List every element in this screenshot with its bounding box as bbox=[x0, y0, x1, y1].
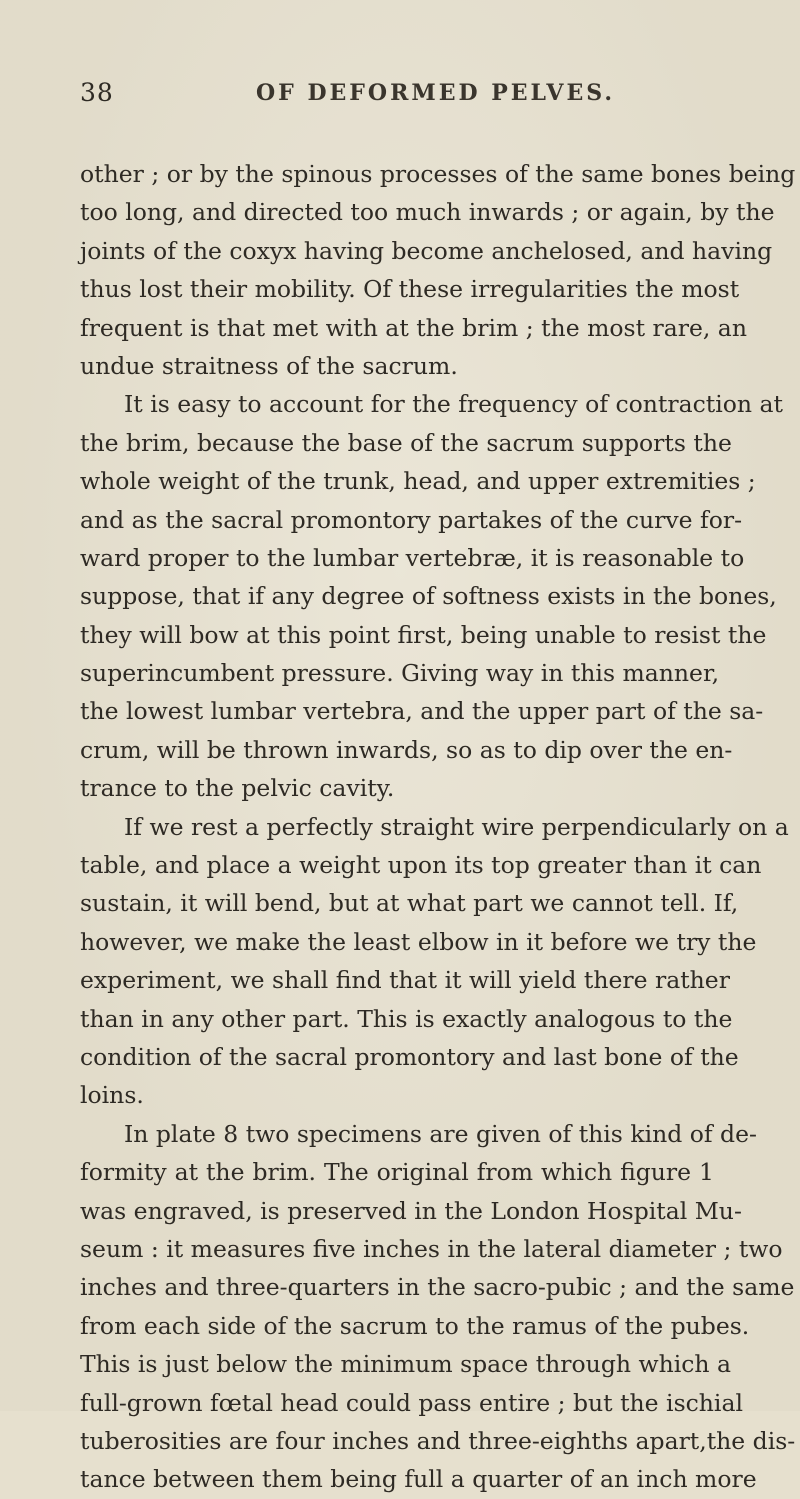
running-title: OF DEFORMED PELVES. bbox=[256, 80, 615, 106]
text-line: tance between them being full a quarter of an inch more bbox=[80, 1465, 757, 1494]
text-line: In plate 8 two specimens are given of this kind of de- bbox=[124, 1119, 757, 1148]
page-header bbox=[0, 78, 800, 118]
text-line: than in any other part. This is exactly analogous to the bbox=[80, 1004, 733, 1033]
text-line: whole weight of the trunk, head, and upper extremities ; bbox=[80, 467, 756, 496]
text-line: sustain, it will bend, but at what part we cannot tell. If, bbox=[80, 889, 739, 918]
text-line: tuberosities are four inches and three-eighths apart,the dis- bbox=[80, 1426, 796, 1455]
text-line: table, and place a weight upon its top greater than it can bbox=[80, 851, 762, 880]
text-line: experiment, we shall find that it will yield there rather bbox=[80, 966, 730, 995]
text-line: too long, and directed too much inwards ; or again, by the bbox=[80, 198, 775, 227]
text-line: full-grown fœtal head could pass entire ; but the ischial bbox=[80, 1388, 743, 1417]
text-line: however, we make the least elbow in it before we try the bbox=[80, 927, 757, 956]
text-line: seum : it measures five inches in the lateral diameter ; two bbox=[80, 1234, 783, 1263]
text-line: suppose, that if any degree of softness exists in the bones, bbox=[80, 582, 777, 611]
text-line: superincumbent pressure. Giving way in this manner, bbox=[80, 659, 720, 688]
text-line: condition of the sacral promontory and last bone of the bbox=[80, 1042, 739, 1071]
text-line: they will bow at this point first, being unable to resist the bbox=[80, 620, 767, 649]
text-line: undue straitness of the sacrum. bbox=[80, 351, 458, 380]
text-line: from each side of the sacrum to the ramus of the pubes. bbox=[80, 1311, 750, 1340]
text-line: If we rest a perfectly straight wire perpendicularly on a bbox=[124, 812, 789, 841]
body-text bbox=[80, 155, 796, 1499]
text-line: frequent is that met with at the brim ; the most rare, an bbox=[80, 313, 747, 342]
text-line: joints of the coxyx having become anchelosed, and having bbox=[80, 236, 773, 265]
text-line: the lowest lumbar vertebra, and the upper part of the sa- bbox=[80, 697, 764, 726]
text-line: ward proper to the lumbar vertebræ, it is reasonable to bbox=[80, 543, 745, 572]
text-line: formity at the brim. The original from which figure 1 bbox=[80, 1158, 714, 1187]
text-line: thus lost their mobility. Of these irregularities the most bbox=[80, 275, 740, 304]
text-line: trance to the pelvic cavity. bbox=[80, 774, 395, 803]
text-line: inches and three-quarters in the sacro-pubic ; and the same bbox=[80, 1273, 795, 1302]
text-line: crum, will be thrown inwards, so as to dip over the en- bbox=[80, 735, 733, 764]
text-line: This is just below the minimum space through which a bbox=[80, 1350, 732, 1379]
text-line: It is easy to account for the frequency of contraction at bbox=[124, 390, 783, 419]
text-line: was engraved, is preserved in the London Hospital Mu- bbox=[80, 1196, 742, 1225]
text-line: and as the sacral promontory partakes of the curve for- bbox=[80, 505, 743, 534]
page-number: 38 bbox=[80, 78, 114, 107]
text-line: the brim, because the base of the sacrum supports the bbox=[80, 428, 732, 457]
text-line: loins. bbox=[80, 1081, 144, 1110]
text-line: other ; or by the spinous processes of the same bones being bbox=[80, 160, 796, 188]
